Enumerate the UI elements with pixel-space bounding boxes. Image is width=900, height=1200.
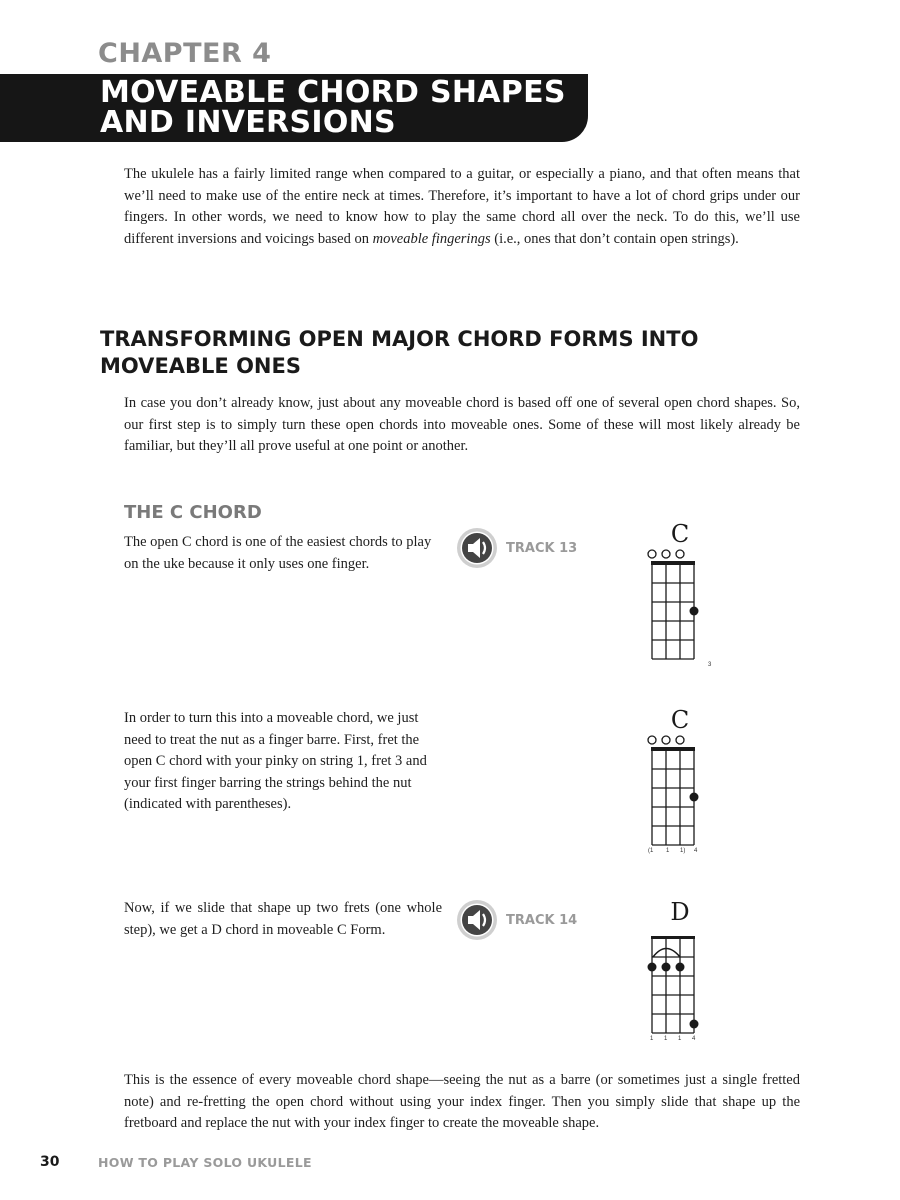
finger-label: 1 bbox=[678, 1036, 682, 1042]
intro-emphasis: moveable fingerings bbox=[372, 230, 491, 247]
finger-label: 1 bbox=[664, 1036, 668, 1042]
section-heading: TRANSFORMING OPEN MAJOR CHORD FORMS INTO MOVEABLE ONES bbox=[100, 327, 699, 378]
c-chord-paragraph-2: In order to turn this into a moveable chord, we just need to treat the nut as a finger barre. First, fret the open C chord with your pinky on string 1, fret 3 and your first finger barring the strings behind the nut (indicated with parentheses). bbox=[124, 710, 427, 812]
finger-label: 1) bbox=[680, 848, 686, 854]
track-13-label: TRACK 13 bbox=[506, 540, 578, 556]
chord-diagram-d-moveable bbox=[640, 924, 720, 1044]
track-14[interactable] bbox=[456, 899, 577, 941]
chord-diagram-c-open bbox=[640, 544, 720, 674]
closing-paragraph: This is the essence of every moveable chord shape—seeing the nut as a barre (or sometimes just a single fretted note) and re-fretting the open chord without using your index finger. Then you simply slide that shape up the fretboard and replace the nut with your index finger to create the moveable shape. bbox=[124, 1072, 800, 1131]
intro-paragraph bbox=[124, 164, 800, 250]
chord-diagram-c-barre bbox=[640, 730, 720, 860]
section-paragraph: In case you don’t already know, just about any moveable chord is based off one of several open chord shapes. So, our first step is to simply turn these open chords into moveable ones. Some of these will most likely already be familiar, but they’ll all prove useful at one point or another. bbox=[124, 395, 800, 454]
finger-label: 4 bbox=[694, 848, 698, 854]
chapter-title: MOVEABLE CHORD SHAPES AND INVERSIONS bbox=[100, 75, 566, 140]
page-number: 30 bbox=[40, 1154, 60, 1170]
c-chord-paragraph-3: Now, if we slide that shape up two frets (one whole step), we get a D chord in moveable C Form. bbox=[124, 900, 442, 938]
c-chord-heading: THE C CHORD bbox=[124, 502, 262, 523]
finger-dot bbox=[648, 963, 657, 972]
book-title: HOW TO PLAY SOLO UKULELE bbox=[98, 1155, 312, 1170]
finger-label: 3 bbox=[708, 662, 712, 668]
speaker-icon bbox=[456, 527, 498, 569]
finger-dot bbox=[690, 793, 699, 802]
finger-label: 4 bbox=[692, 1036, 696, 1042]
finger-dot bbox=[662, 963, 671, 972]
finger-dot bbox=[690, 607, 699, 616]
c-chord-paragraph-1: The open C chord is one of the easiest chords to play on the uke because it only uses one finger. bbox=[124, 534, 432, 572]
speaker-icon bbox=[456, 899, 498, 941]
finger-dot bbox=[676, 963, 685, 972]
chapter-label: CHAPTER 4 bbox=[98, 38, 272, 69]
chord-name-c-2: C bbox=[670, 706, 690, 734]
track-14-label: TRACK 14 bbox=[506, 912, 578, 928]
intro-text-1: The ukulele has a fairly limited range when compared to a guitar, or especially a piano, and that often means that we’ll need to make use of the entire neck at times. Therefore, it’s important to have a lot of chord grips under our fingers. In other words, we need to know how to play the same chord all over the neck. To do this, we’ll use different inversions and voicings based on bbox=[124, 166, 800, 247]
finger-dot bbox=[690, 1020, 699, 1029]
finger-label: (1 bbox=[648, 848, 654, 854]
finger-label: 1 bbox=[650, 1036, 654, 1042]
finger-label: 1 bbox=[666, 848, 670, 854]
track-13[interactable] bbox=[456, 527, 577, 569]
chord-name-d: D bbox=[670, 898, 690, 926]
chord-name-c-1: C bbox=[670, 520, 690, 548]
intro-text-2: (i.e., ones that don’t contain open strings). bbox=[490, 230, 739, 247]
